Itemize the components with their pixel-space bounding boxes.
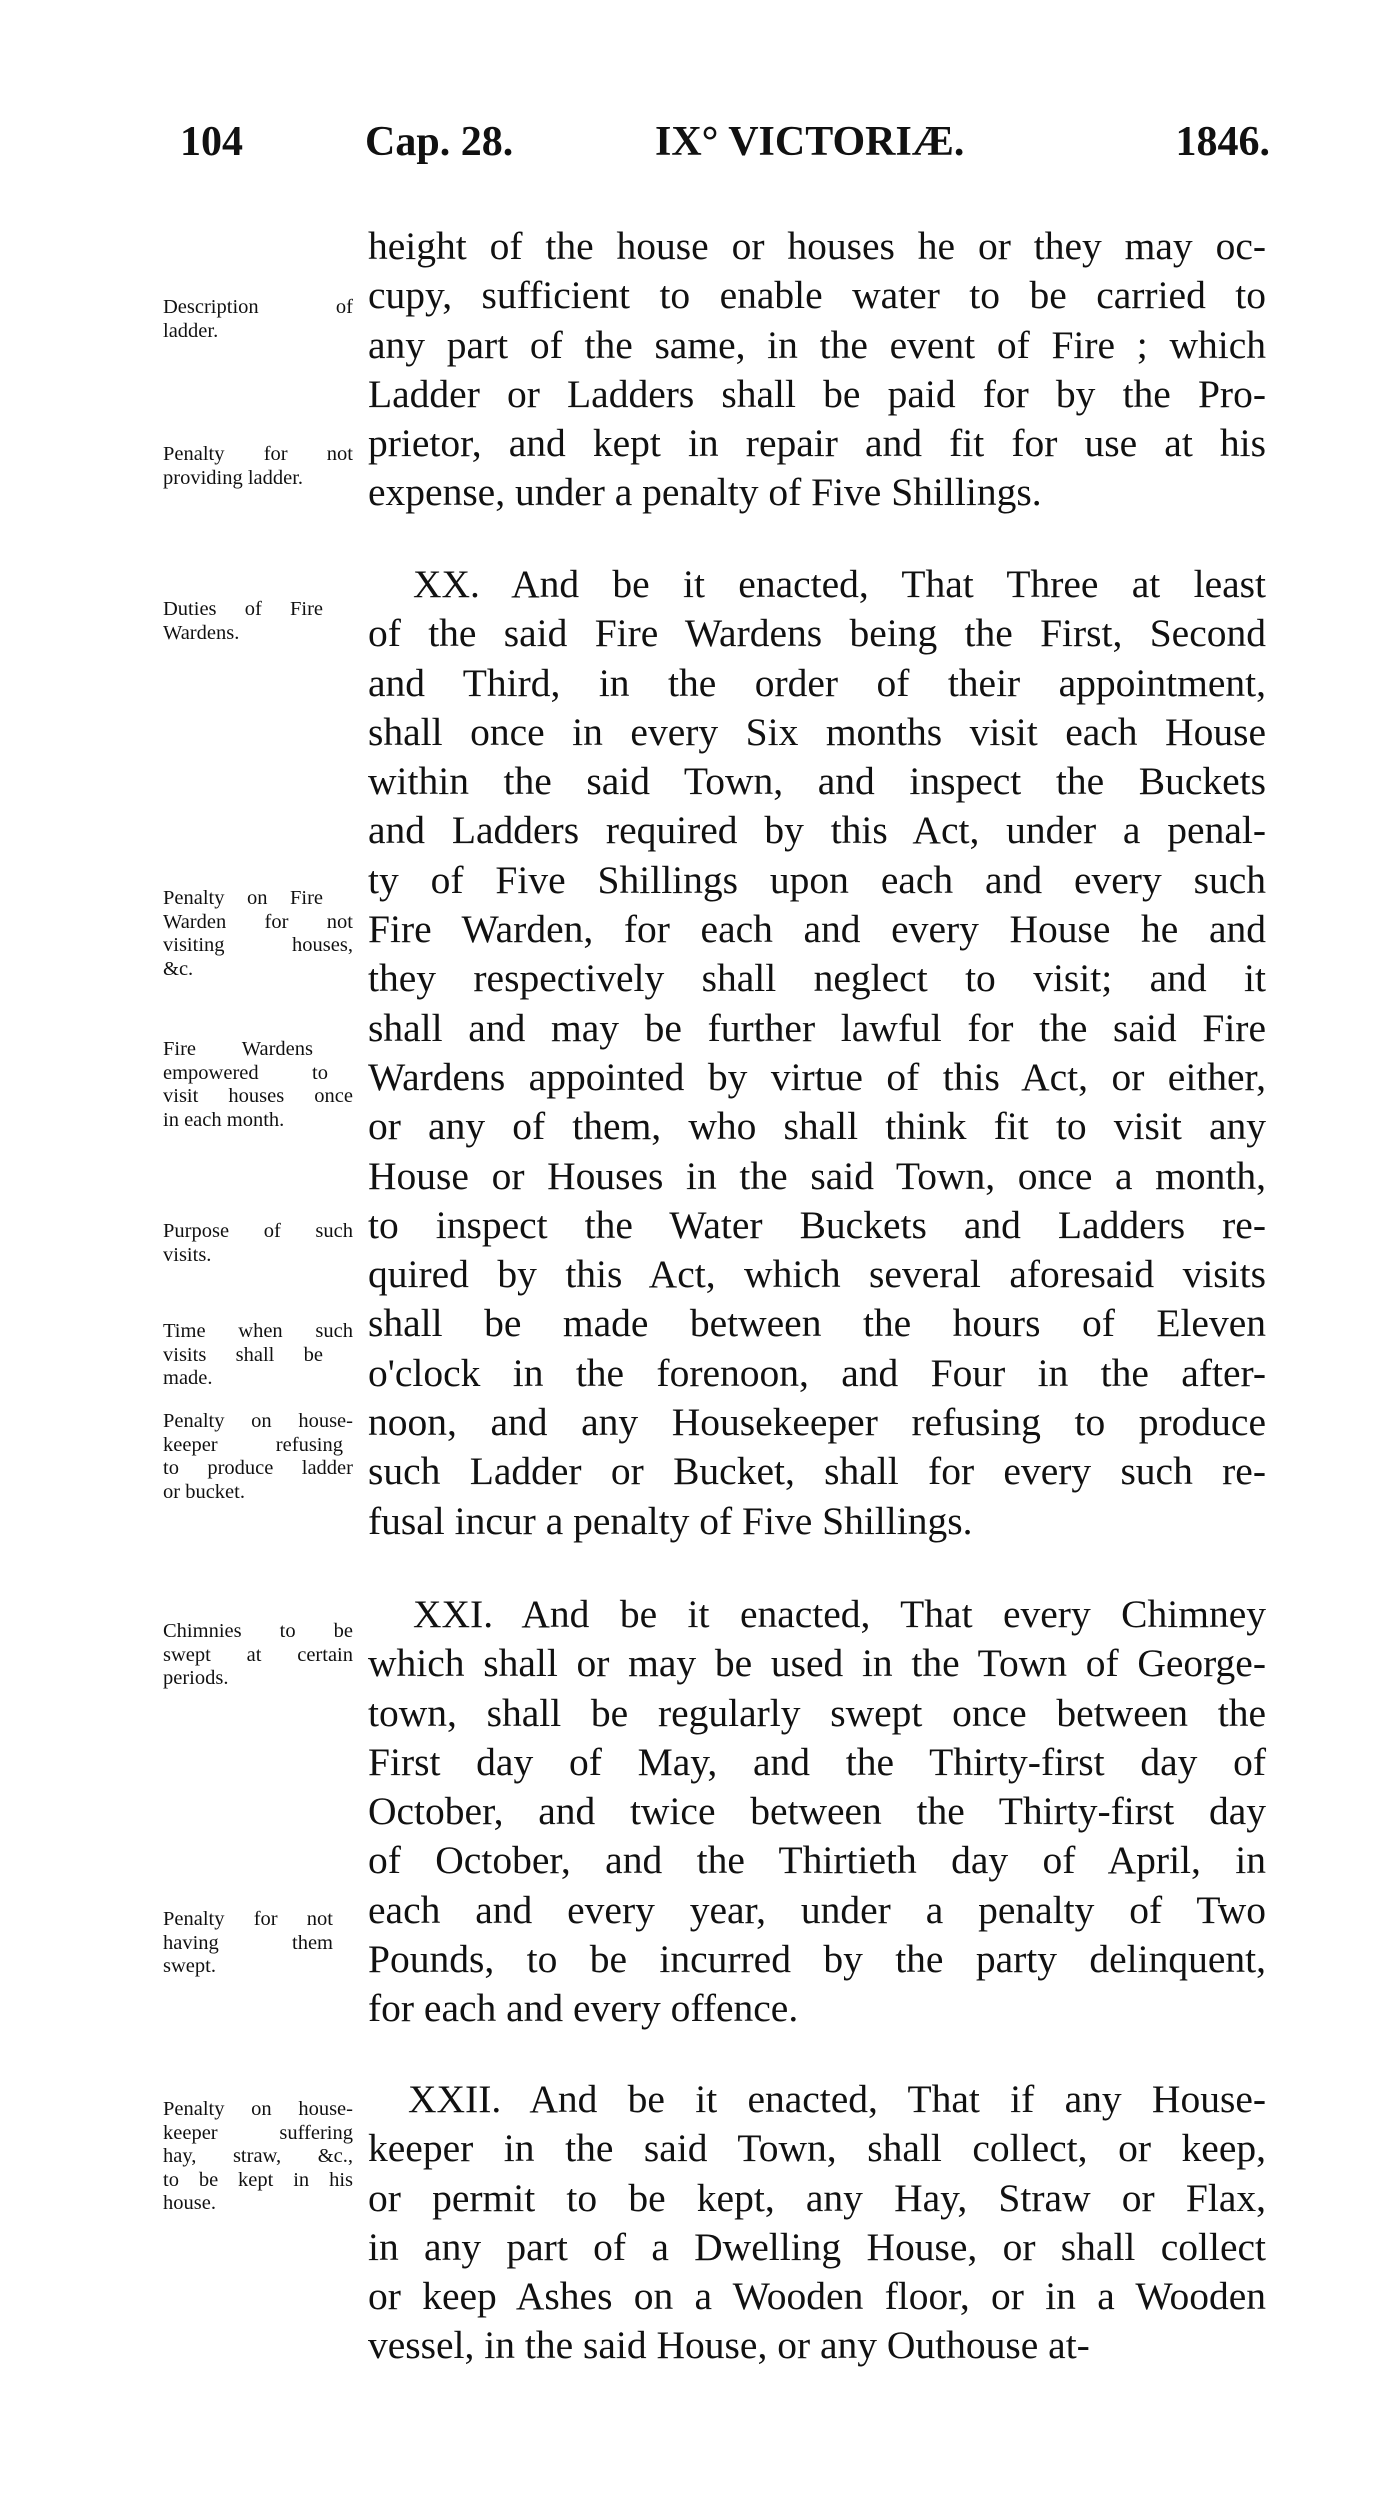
running-title: IX° VICTORIÆ.: [655, 119, 965, 165]
text-line: height of the house or houses he or they may oc-: [368, 224, 1266, 268]
text-line: vessel, in the said House, or any Outhouse at-: [368, 2323, 1090, 2368]
text-line: or permit to be kept, any Hay, Straw or Flax,: [368, 2175, 1266, 2220]
margin-note-time-of-visits: [163, 1320, 353, 1391]
text-line: or any of them, who shall think fit to visit any: [368, 1104, 1266, 1149]
margin-note-purpose-of-visits: [163, 1220, 353, 1267]
margin-note-penalty-not-swept: [163, 1908, 353, 1979]
text-line: XX. And be it enacted, That Three at least: [413, 562, 1266, 606]
margin-note-line: keeper suffering: [163, 2121, 353, 2144]
text-line: each and every year, under a penalty of Two: [368, 1887, 1266, 1932]
text-line: and Third, in the order of their appointment,: [368, 660, 1266, 705]
text-line: prietor, and kept in repair and fit for use at his: [368, 421, 1266, 466]
margin-note-line: in each month.: [163, 1108, 285, 1131]
margin-note-line: Time when such: [163, 1320, 353, 1342]
text-line: keeper in the said Town, shall collect, or keep,: [368, 2126, 1266, 2171]
margin-note-line: Penalty for not: [163, 443, 353, 465]
margin-note-penalty-not-providing-ladder: [163, 443, 353, 490]
margin-note-line: Chimnies to be: [163, 1620, 353, 1642]
text-line: any part of the same, in the event of Fire ; which: [368, 322, 1266, 367]
margin-note-line: periods.: [163, 1667, 229, 1689]
text-line: of October, and the Thirtieth day of April, in: [368, 1838, 1266, 1883]
margin-note-line: visiting houses,: [163, 934, 353, 956]
margin-note-line: providing ladder.: [163, 466, 304, 489]
text-line: of the said Fire Wardens being the First, Second: [368, 611, 1266, 656]
margin-note-penalty-on-housekeeper-refusing: [163, 1410, 353, 1504]
text-line: cupy, sufficient to enable water to be carried to: [368, 273, 1266, 318]
margin-note-line: visits.: [163, 1243, 212, 1266]
text-line: such Ladder or Bucket, shall for every such re-: [368, 1449, 1266, 1494]
margin-note-line: keeper refusing: [163, 1433, 343, 1456]
margin-note-line: house.: [163, 2192, 216, 2214]
margin-note-line: visits shall be: [163, 1343, 323, 1366]
margin-note-line: to produce ladder: [163, 1457, 353, 1479]
section-continuation: [368, 222, 1266, 518]
text-line: XXI. And be it enacted, That every Chimney: [413, 1592, 1266, 1636]
page-header: [160, 118, 1270, 178]
text-line: Fire Warden, for each and every House he and: [368, 907, 1266, 952]
margin-note-line: empowered to: [163, 1061, 328, 1084]
text-line: quired by this Act, which several aforesaid visits: [368, 1252, 1266, 1297]
margin-note-line: Warden for not: [163, 910, 353, 933]
section-xxi: [368, 1590, 1266, 2034]
text-line: which shall or may be used in the Town of George-: [368, 1641, 1266, 1686]
text-line: Wardens appointed by virtue of this Act, or either,: [368, 1054, 1266, 1099]
section-xxii: [368, 2075, 1266, 2371]
margin-note-line: Penalty on house-: [163, 2098, 353, 2120]
margin-note-line: made.: [163, 1367, 213, 1389]
text-line: o'clock in the forenoon, and Four in the after-: [368, 1350, 1266, 1395]
margin-note-fire-wardens-empowered: [163, 1038, 353, 1132]
text-line: and Ladders required by this Act, under a penal-: [368, 808, 1266, 853]
text-line: they respectively shall neglect to visit; and it: [368, 956, 1266, 1001]
margin-note-line: ladder.: [163, 319, 219, 342]
margin-note-line: Penalty on house-: [163, 1410, 353, 1432]
margin-note-line: Description of: [163, 296, 353, 318]
margin-note-line: to be kept in his: [163, 2168, 353, 2191]
chapter-number: Cap. 28.: [365, 119, 514, 165]
margin-note-line: having them: [163, 1931, 333, 1954]
text-line: House or Houses in the said Town, once a month,: [368, 1153, 1266, 1198]
margin-note-penalty-hay-straw: [163, 2098, 353, 2216]
margin-note-line: Wardens.: [163, 621, 240, 644]
margin-note-penalty-on-fire-warden: [163, 887, 353, 981]
text-line: Pounds, to be incurred by the party delinquent,: [368, 1937, 1266, 1982]
margin-note-description-of-ladder: [163, 296, 353, 343]
margin-note-duties-of-fire-wardens: [163, 598, 353, 645]
margin-note-line: Penalty on Fire: [163, 887, 323, 909]
margin-note-line: swept at certain: [163, 1643, 353, 1666]
text-line: ty of Five Shillings upon each and every such: [368, 857, 1266, 902]
margin-note-line: hay, straw, &c.,: [163, 2145, 353, 2167]
text-line: to inspect the Water Buckets and Ladders re-: [368, 1202, 1266, 1247]
text-line: shall be made between the hours of Eleven: [368, 1301, 1266, 1346]
text-line: for each and every offence.: [368, 1986, 799, 2031]
text-line: noon, and any Housekeeper refusing to produce: [368, 1400, 1266, 1445]
margin-note-chimnies-swept: [163, 1620, 353, 1691]
text-line: in any part of a Dwelling House, or shall collect: [368, 2224, 1266, 2269]
section-xx: [368, 560, 1266, 1546]
margin-note-line: or bucket.: [163, 1480, 245, 1503]
text-line: XXII. And be it enacted, That if any House-: [408, 2077, 1266, 2121]
margin-note-line: Duties of Fire: [163, 598, 323, 620]
text-line: shall once in every Six months visit each House: [368, 709, 1266, 754]
text-line: expense, under a penalty of Five Shillings.: [368, 470, 1042, 515]
margin-note-line: Purpose of such: [163, 1220, 353, 1242]
text-line: Ladder or Ladders shall be paid for by the Pro-: [368, 371, 1266, 416]
page-year: 1846.: [1175, 119, 1270, 165]
page-number: 104: [180, 119, 243, 165]
margin-note-line: swept.: [163, 1955, 216, 1977]
margin-note-line: Penalty for not: [163, 1908, 333, 1930]
text-line: within the said Town, and inspect the Buckets: [368, 759, 1266, 804]
margin-note-line: &c.: [163, 957, 194, 980]
text-line: town, shall be regularly swept once between the: [368, 1690, 1266, 1735]
text-line: or keep Ashes on a Wooden floor, or in a Wooden: [368, 2274, 1266, 2319]
margin-note-line: Fire Wardens: [163, 1038, 313, 1060]
text-line: First day of May, and the Thirty-first day of: [368, 1739, 1266, 1784]
text-line: shall and may be further lawful for the said Fire: [368, 1005, 1266, 1050]
text-line: fusal incur a penalty of Five Shillings.: [368, 1498, 973, 1543]
margin-note-line: visit houses once: [163, 1085, 353, 1107]
text-line: October, and twice between the Thirty-first day: [368, 1789, 1266, 1834]
